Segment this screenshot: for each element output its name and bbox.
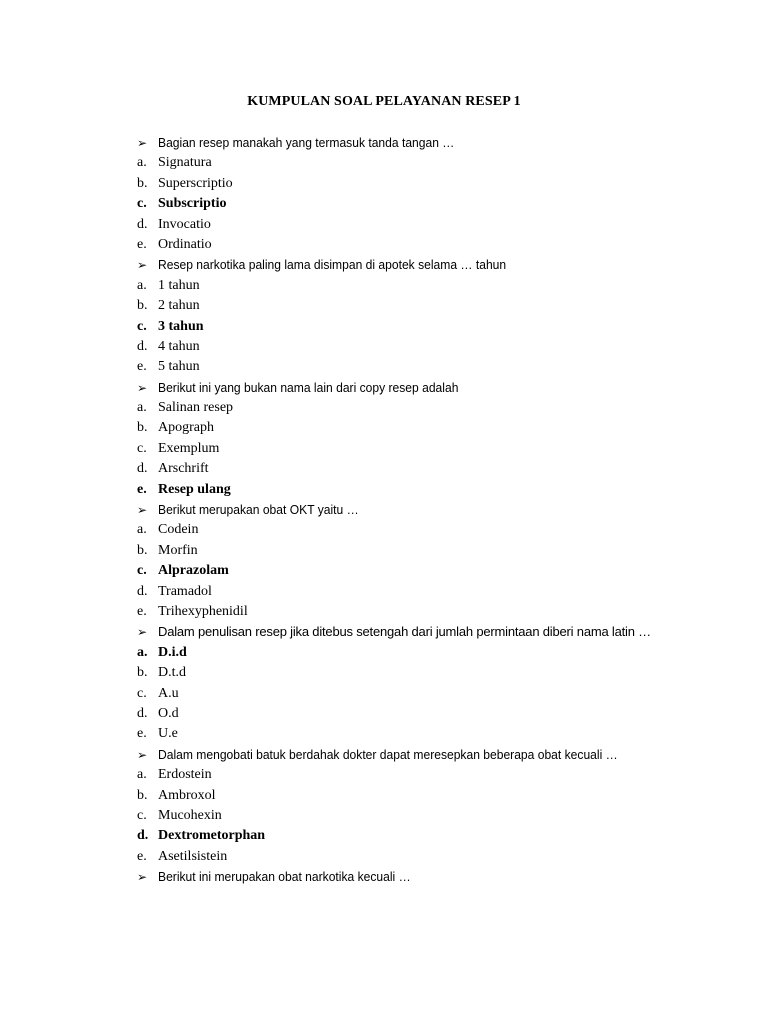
option-text: D.t.d	[158, 665, 186, 681]
question-item	[137, 622, 697, 642]
option-letter: e.	[137, 603, 147, 619]
option-letter: e.	[137, 359, 147, 375]
option-letter: a.	[137, 522, 147, 538]
option-text: O.d	[158, 705, 179, 721]
question-text: Resep narkotika paling lama disimpan di apotek selama … tahun	[158, 257, 507, 273]
question-item	[137, 133, 697, 153]
answer-option-correct	[137, 826, 697, 846]
option-letter: e.	[137, 481, 147, 497]
question-text: Bagian resep manakah yang termasuk tanda tangan …	[158, 135, 455, 150]
option-letter: a.	[137, 400, 147, 416]
question-text: Berikut ini merupakan obat narkotika kecuali …	[158, 869, 411, 885]
option-text: U.e	[158, 726, 178, 742]
option-text: Morfin	[158, 542, 198, 558]
answer-option	[137, 357, 697, 377]
option-letter: a.	[137, 155, 147, 171]
option-text: Codein	[158, 522, 199, 538]
option-text: Apograph	[158, 420, 214, 436]
option-letter: d.	[137, 828, 149, 844]
answer-option	[137, 704, 697, 724]
option-letter: e.	[137, 236, 147, 252]
option-letter: d.	[137, 216, 148, 232]
question-item	[137, 867, 697, 887]
option-letter: e.	[137, 848, 147, 864]
option-text: Resep ulang	[158, 481, 231, 497]
option-text: Dextrometorphan	[158, 828, 266, 844]
option-letter: c.	[137, 440, 147, 456]
answer-option	[137, 153, 697, 173]
option-text: Alprazolam	[158, 563, 229, 579]
answer-option	[137, 847, 697, 867]
option-letter: c.	[137, 807, 147, 823]
option-text: 2 tahun	[158, 298, 200, 314]
option-text: Superscriptio	[158, 175, 233, 191]
question-item	[137, 500, 697, 520]
answer-option-correct	[137, 194, 697, 214]
option-text: Ambroxol	[158, 787, 216, 803]
answer-option	[137, 418, 697, 438]
option-text: Asetilsistein	[158, 848, 228, 864]
answer-option-correct	[137, 643, 697, 663]
option-text: Arschrift	[158, 461, 209, 477]
option-letter: c.	[137, 196, 147, 212]
option-letter: b.	[137, 665, 148, 681]
option-text: Tramadol	[158, 583, 212, 599]
option-text: 3 tahun	[158, 318, 204, 334]
option-letter: b.	[137, 175, 148, 191]
answer-option	[137, 215, 697, 235]
answer-option	[137, 459, 697, 479]
arrow-bullet-icon: ➢	[137, 747, 148, 762]
answer-option-correct	[137, 480, 697, 500]
option-text: A.u	[158, 685, 179, 701]
answer-option	[137, 602, 697, 622]
question-text: Dalam penulisan resep jika ditebus setengah dari jumlah permintaan diberi nama latin …	[158, 624, 651, 640]
arrow-bullet-icon: ➢	[137, 503, 148, 518]
answer-option	[137, 786, 697, 806]
question-item	[137, 745, 697, 765]
answer-option	[137, 541, 697, 561]
answer-option	[137, 765, 697, 785]
document-title: KUMPULAN SOAL PELAYANAN RESEP 1	[247, 94, 521, 109]
option-letter: b.	[137, 787, 148, 803]
arrow-bullet-icon: ➢	[137, 380, 148, 395]
option-letter: d.	[137, 705, 148, 721]
arrow-bullet-icon: ➢	[137, 870, 148, 885]
answer-option	[137, 235, 697, 255]
answer-option-correct	[137, 317, 697, 337]
option-text: Mucohexin	[158, 807, 222, 823]
question-text: Dalam mengobati batuk berdahak dokter dapat meresepkan beberapa obat kecuali …	[158, 746, 618, 762]
option-letter: d.	[137, 338, 148, 354]
option-text: 1 tahun	[158, 277, 200, 293]
answer-option	[137, 276, 697, 296]
option-text: Subscriptio	[158, 196, 227, 212]
arrow-bullet-icon: ➢	[137, 625, 148, 640]
question-item	[137, 378, 697, 398]
answer-option	[137, 724, 697, 744]
option-letter: c.	[137, 318, 147, 334]
answer-option	[137, 296, 697, 316]
option-letter: d.	[137, 461, 148, 477]
answer-option	[137, 663, 697, 683]
option-letter: d.	[137, 583, 148, 599]
answer-option	[137, 337, 697, 357]
option-text: Signatura	[158, 155, 212, 171]
option-letter: b.	[137, 298, 148, 314]
option-letter: a.	[137, 644, 148, 660]
option-text: Exemplum	[158, 440, 220, 456]
option-text: Ordinatio	[158, 236, 212, 252]
option-letter: a.	[137, 277, 147, 293]
option-text: 5 tahun	[158, 359, 200, 375]
answer-option	[137, 582, 697, 602]
option-letter: c.	[137, 563, 147, 579]
option-letter: e.	[137, 726, 147, 742]
answer-option	[137, 398, 697, 418]
arrow-bullet-icon: ➢	[137, 258, 148, 273]
answer-option	[137, 520, 697, 540]
question-text: Berikut merupakan obat OKT yaitu …	[158, 502, 359, 518]
option-letter: b.	[137, 542, 148, 558]
option-text: Trihexyphenidil	[158, 603, 248, 619]
option-text: 4 tahun	[158, 338, 200, 354]
question-item	[137, 255, 697, 275]
answer-option	[137, 684, 697, 704]
arrow-bullet-icon: ➢	[137, 136, 148, 150]
option-letter: b.	[137, 420, 148, 436]
option-letter: c.	[137, 685, 147, 701]
answer-option-correct	[137, 561, 697, 581]
answer-option	[137, 174, 697, 194]
answer-option	[137, 439, 697, 459]
option-text: D.i.d	[158, 644, 187, 660]
question-list	[137, 133, 697, 887]
option-text: Salinan resep	[158, 400, 234, 416]
question-text: Berikut ini yang bukan nama lain dari copy resep adalah	[158, 379, 459, 395]
answer-option	[137, 806, 697, 826]
option-text: Invocatio	[158, 216, 211, 232]
option-letter: a.	[137, 767, 147, 783]
option-text: Erdostein	[158, 767, 212, 783]
